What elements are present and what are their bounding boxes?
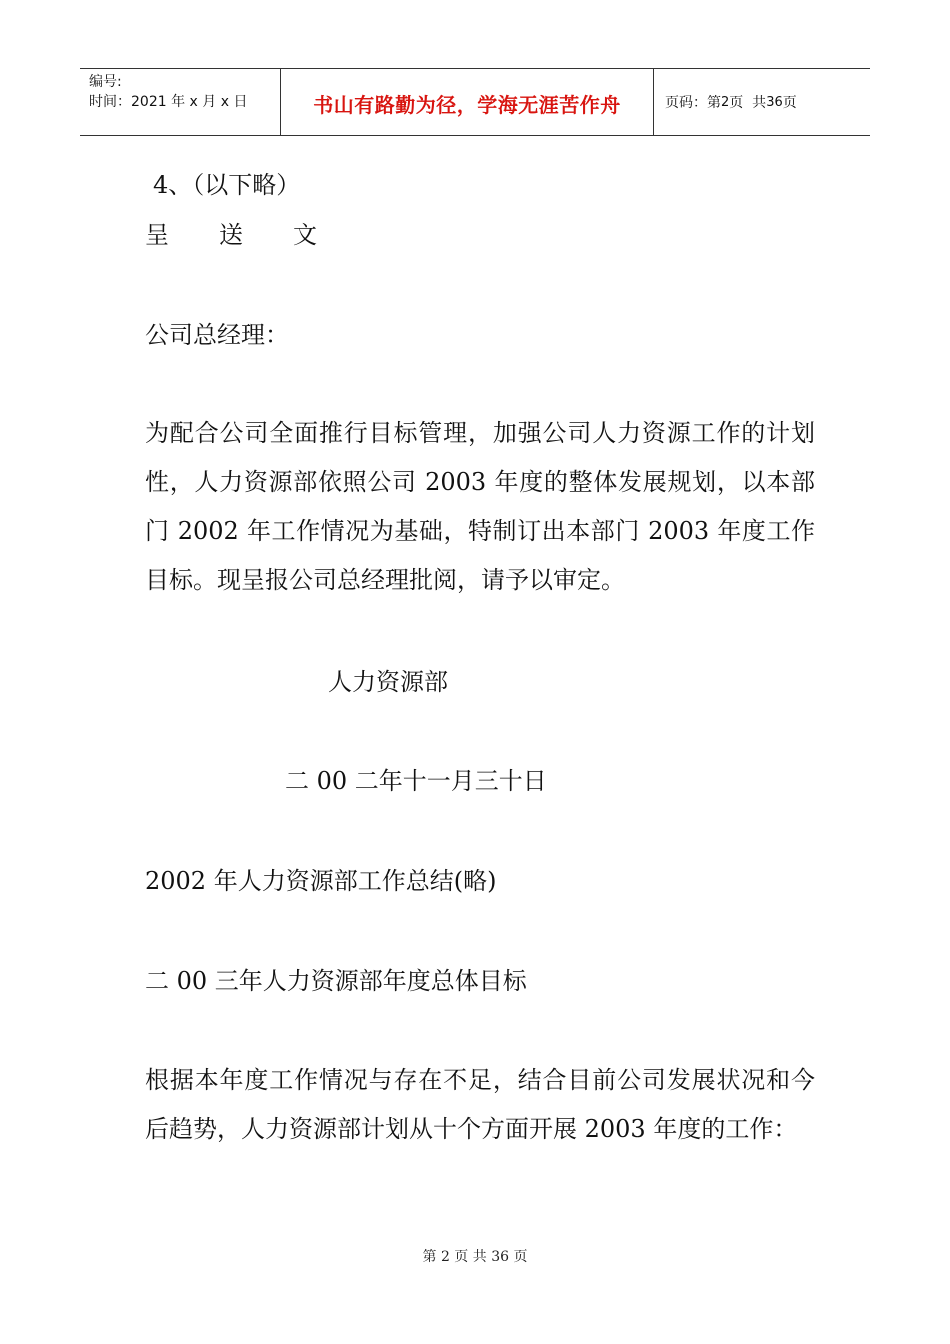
cover-title: 呈送文: [145, 221, 367, 249]
header-page-cell: [654, 69, 870, 135]
signature-date: 二 00 二年十一月三十日: [285, 767, 547, 795]
date-label: 时间：2021 年 x 月 x 日: [89, 94, 248, 110]
page-label-suffix: 页: [782, 95, 797, 111]
intro-paragraph: 为配合公司全面推行目标管理，加强公司人力资源工作的计划性，人力资源部依照公司 2003 年度的整体发展规划，以本部门 2002 年工作情况为基础，特制订出本部门 2003 年度工作目标。现呈报公司总经理批阅，请予以审定。: [145, 419, 815, 594]
header-motto-cell: [281, 69, 654, 135]
page-label-prefix: 页码：第: [665, 95, 721, 111]
salutation: 公司总经理：: [145, 321, 289, 349]
goals-paragraph: 根据本年度工作情况与存在不足，结合目前公司发展状况和今后趋势，人力资源部计划从十个方面开展 2003 年度的工作：: [145, 1066, 815, 1143]
page-current: 2: [721, 94, 730, 110]
page-header: [80, 68, 870, 136]
page-footer: 第 2 页 共 36 页: [422, 1249, 528, 1265]
signature-department: 人力资源部: [328, 668, 448, 696]
page-total: 36: [766, 94, 783, 110]
motto-text: 书山有路勤为径，学海无涯苦作舟: [313, 92, 621, 117]
section-item: 4、（以下略）: [153, 171, 301, 199]
goals-heading: 二 00 三年人力资源部年度总体目标: [145, 967, 527, 995]
doc-number-label: 编号:: [89, 74, 122, 90]
summary-heading: 2002 年人力资源部工作总结(略): [145, 867, 497, 895]
header-meta-cell: [80, 69, 281, 135]
page-label-mid: 页 共: [729, 95, 767, 111]
